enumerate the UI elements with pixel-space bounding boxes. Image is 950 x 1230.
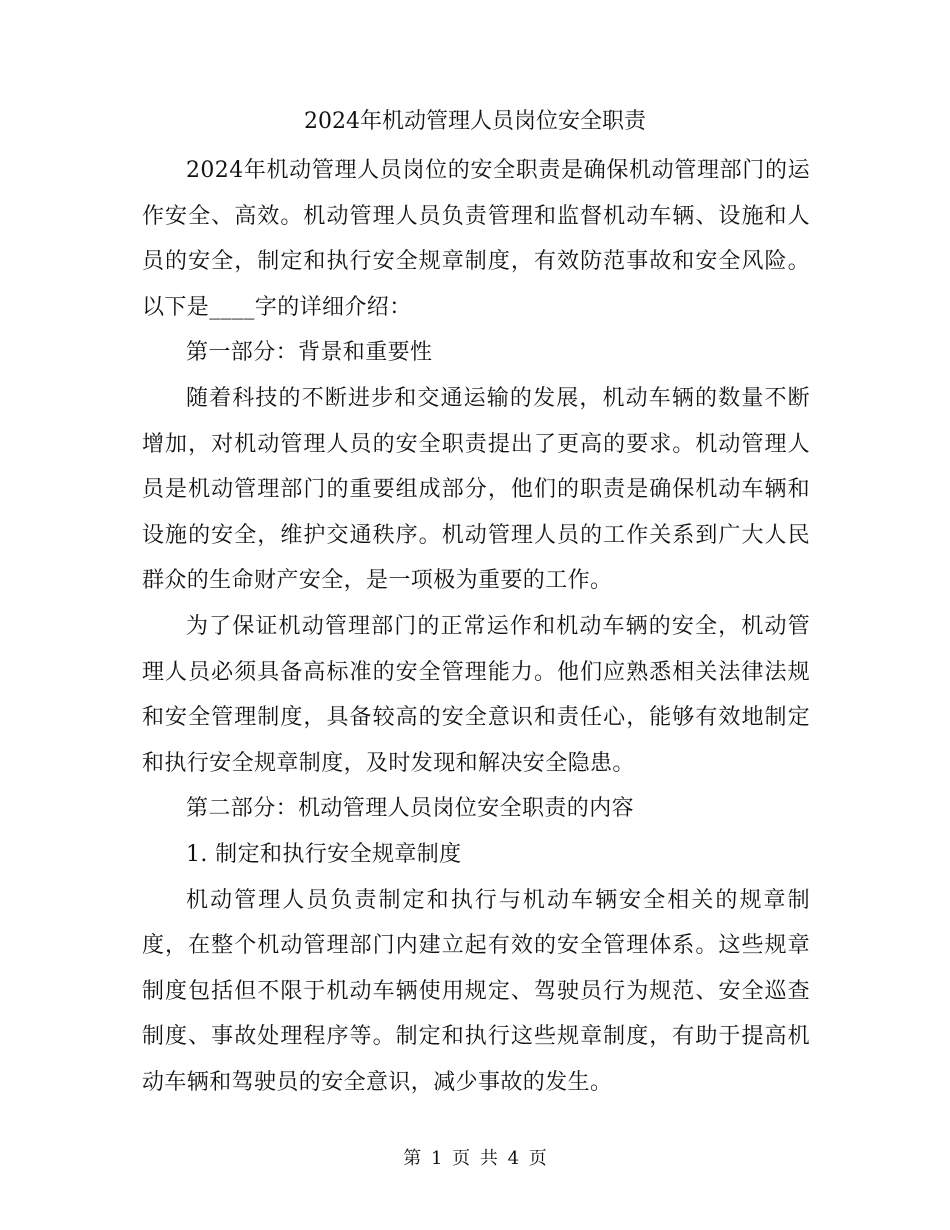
page-footer: 第 1 页 共 4 页 xyxy=(403,1148,547,1169)
document-body xyxy=(142,148,810,1105)
section-heading-1: 第一部分：背景和重要性 xyxy=(186,340,433,366)
intro-paragraph: 2024年机动管理人员岗位的安全职责是确保机动管理部门的运作安全、高效。机动管理人员负责管理和监督机动车辆、设施和人员的安全，制定和执行安全规章制度，有效防范事故和安全风险。以下是____字的详细介绍： xyxy=(142,158,810,320)
document-title: 2024年机动管理人员岗位安全职责 xyxy=(304,109,646,134)
body-paragraph: 为了保证机动管理部门的正常运作和机动车辆的安全，机动管理人员必须具备高标准的安全管理能力。他们应熟悉相关法律法规和安全管理制度，具备较高的安全意识和责任心，能够有效地制定和执行安全规章制度，及时发现和解决安全隐患。 xyxy=(142,613,810,776)
section-heading-2: 第二部分：机动管理人员岗位安全职责的内容 xyxy=(186,796,635,822)
list-item-heading: 1. 制定和执行安全规章制度 xyxy=(186,841,462,867)
body-paragraph: 机动管理人员负责制定和执行与机动车辆安全相关的规章制度，在整个机动管理部门内建立起有效的安全管理体系。这些规章制度包括但不限于机动车辆使用规定、驾驶员行为规范、安全巡查制度、事故处理程序等。制定和执行这些规章制度，有助于提高机动车辆和驾驶员的安全意识，减少事故的发生。 xyxy=(142,887,810,1095)
body-paragraph: 随着科技的不断进步和交通运输的发展，机动车辆的数量不断增加，对机动管理人员的安全职责提出了更高的要求。机动管理人员是机动管理部门的重要组成部分，他们的职责是确保机动车辆和设施的安全，维护交通秩序。机动管理人员的工作关系到广大人民群众的生命财产安全，是一项极为重要的工作。 xyxy=(142,385,810,594)
